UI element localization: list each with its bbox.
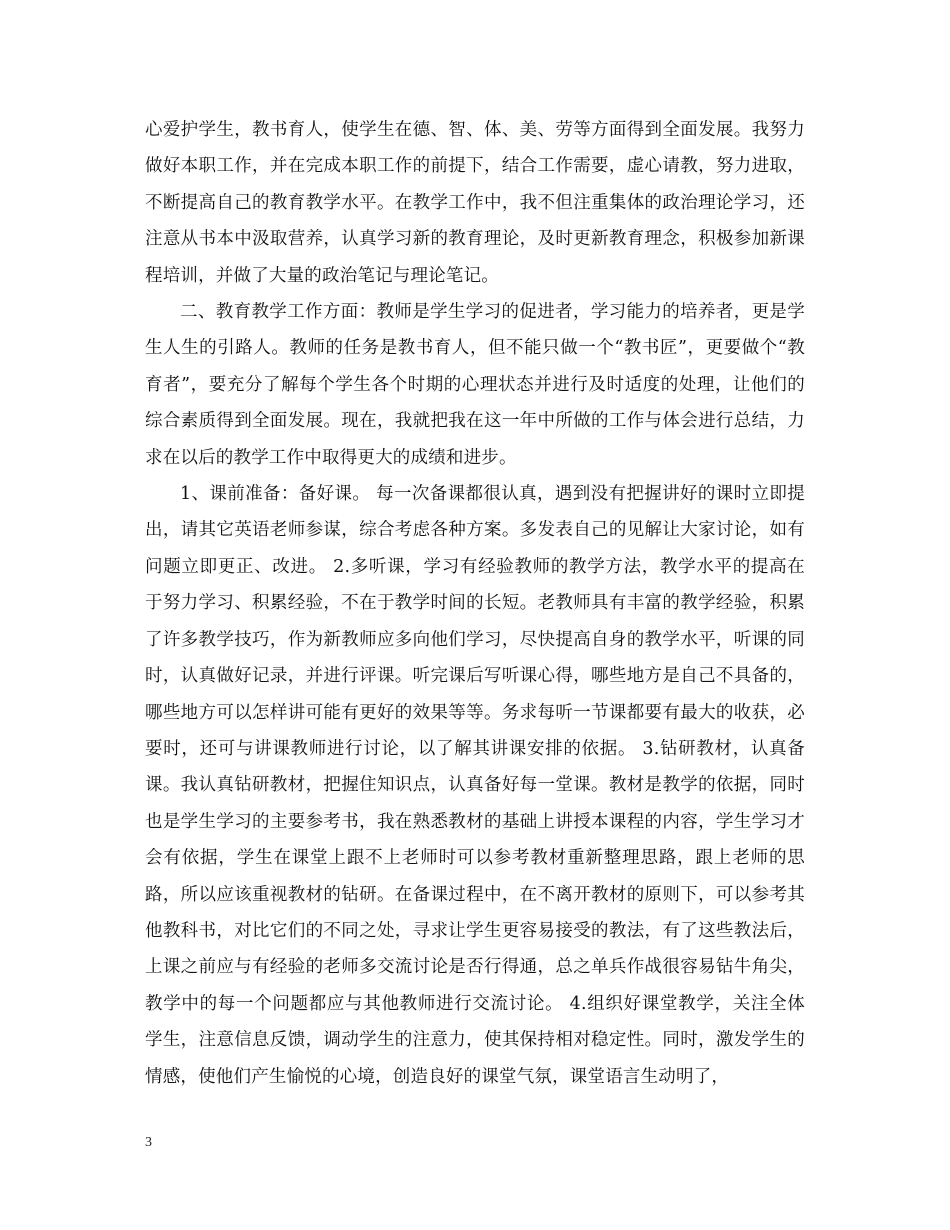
paragraph-teaching-work: 二、教育教学工作方面：教师是学生学习的促进者，学习能力的培养者，更是学生人生的引路人。教师的任务是教书育人，但不能只做一个“教书匠”，更要做个“教育者”，要充分了解每个学生各个时期的心理状态并进行及时适度的处理，让他们的综合素质得到全面发展。现在，我就把我在这一年中所做的工作与体会进行总结，力求在以后的教学工作中取得更大的成绩和进步。 (145, 302, 805, 468)
page-number: 3 (145, 1135, 152, 1150)
document-body (145, 112, 805, 1095)
paragraph-lesson-preparation: 1、课前准备：备好课。 每一次备课都很认真，遇到没有把握讲好的课时立即提出，请其它英语老师参谋，综合考虑各种方案。多发表自己的见解让大家讨论，如有问题立即更正、改进。 2.多听课，学习有经验教师的教学方法，教学水平的提高在于努力学习、积累经验，不在于教学时间的长短。老教师具有丰富的教学经验，积累了许多教学技巧，作为新教师应多向他们学习，尽快提高自身的教学水平，听课的同时，认真做好记录，并进行评课。听完课后写听课心得，哪些地方是自己不具备的，哪些地方可以怎样讲可能有更好的效果等等。务求每听一节课都要有最大的收获，必要时，还可与讲课教师进行讨论，以了解其讲课安排的依据。 3.钻研教材，认真备课。我认真钻研教材，把握住知识点，认真备好每一堂课。教材是教学的依据，同时也是学生学习的主要参考书，我在熟悉教材的基础上讲授本课程的内容，学生学习才会有依据，学生在课堂上跟不上老师时可以参考教材重新整理思路，跟上老师的思路，所以应该重视教材的钻研。在备课过程中，在不离开教材的原则下，可以参考其他教科书，对比它们的不同之处，寻求让学生更容易接受的教法，有了这些教法后，上课之前应与有经验的老师多交流讨论是否行得通，总之单兵作战很容易钻牛角尖，教学中的每一个问题都应与其他教师进行交流讨论。 4.组织好课堂教学，关注全体学生，注意信息反馈，调动学生的注意力，使其保持相对稳定性。同时，激发学生的情感，使他们产生愉悦的心境，创造良好的课堂气氛，课堂语言生动明了， (145, 484, 805, 1087)
paragraph-continuation: 心爱护学生，教书育人，使学生在德、智、体、美、劳等方面得到全面发展。我努力做好本职工作，并在完成本职工作的前提下，结合工作需要，虚心请教，努力进取，不断提高自己的教育教学水平。在教学工作中，我不但注重集体的政治理论学习，还注意从书本中汲取营养，认真学习新的教育理论，及时更新教育理念，积极参加新课程培训，并做了大量的政治笔记与理论笔记。 (145, 120, 805, 286)
